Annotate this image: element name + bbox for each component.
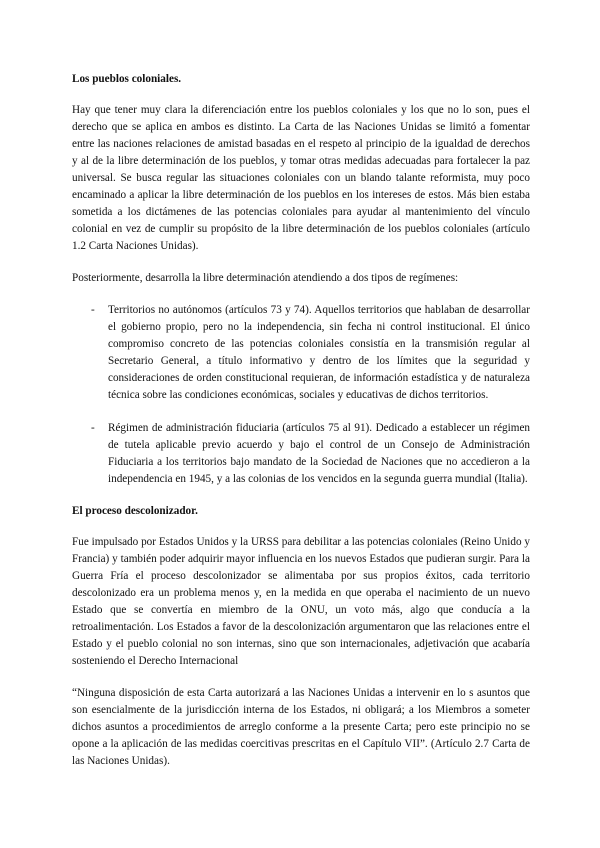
list-bullet: - <box>91 422 95 434</box>
paragraph-regimenes-intro: Posteriormente, desarrolla la libre determinación atendiendo a dos tipos de regímenes: <box>72 272 459 284</box>
section-heading-proceso-descolonizador: El proceso descolonizador. <box>72 505 198 517</box>
list-bullet: - <box>91 304 95 316</box>
paragraph-pueblos-coloniales: Hay que tener muy clara la diferenciación entre los pueblos coloniales y los que no lo son, pues el derecho que se aplica en ambos es distinto. La Carta de las Naciones Unidas se limitó a fomentar entre las naciones relaciones de amistad basadas en el respeto al principio de la igualdad de derechos y al de la libre determinación de los pueblos, y tomar otras medidas adecuadas para fortalecer la paz universal. Se busca regular las situaciones coloniales con un blando talante reformista, muy poco encaminado a aplicar la libre determinación de los pueblos en los intereses de estos. Más bien estaba sometida a los dictámenes de las potencias coloniales para ayudar al mantenimiento del vínculo colonial en vez de cumplir su propósito de la libre determinación de los pueblos coloniales (artículo 1.2 Carta Naciones Unidas). <box>72 104 530 252</box>
section-heading-pueblos-coloniales: Los pueblos coloniales. <box>72 73 182 85</box>
list-item-text: Régimen de administración fiduciaria (artículos 75 al 91). Dedicado a establecer un régimen de tutela aplicable previo acuerdo y bajo el control de un Consejo de Administración Fiduciaria a los territorios bajo mandato de la Sociedad de Naciones que no accedieron a la independencia en 1945, y a las colonias de los vencidos en la segunda guerra mundial (Italia). <box>108 422 530 485</box>
list-item-text: Territorios no autónomos (artículos 73 y 74). Aquellos territorios que hablaban de desarrollar el gobierno propio, pero no la independencia, sin fecha ni control institucional. El único compromiso concreto de las potencias coloniales consistía en la transmisión regular al Secretario General, a título informativo y dentro de los límites que la seguridad y consideraciones de orden constitucional requieran, de información estadística y de naturaleza técnica sobre las condiciones económicas, sociales y educativas de dichos territorios. <box>108 304 530 401</box>
regimes-list <box>72 302 530 488</box>
list-item <box>72 302 530 404</box>
quote-paragraph: “Ninguna disposición de esta Carta autorizará a las Naciones Unidas a intervenir en lo s asuntos que son esencialmente de la jurisdicción interna de los Estados, ni obligará; a los Miembros a someter dichos asuntos a procedimientos de arreglo conforme a la presente Carta; pero este principio no se opone a la aplicación de las medidas coercitivas prescritas en el Capítulo VII”. (Artículo 2.7 Carta de las Naciones Unidas). <box>72 687 530 767</box>
paragraph-proceso-descolonizador: Fue impulsado por Estados Unidos y la URSS para debilitar a las potencias coloniales (Reino Unido y Francia) y también poder adquirir mayor influencia en los nuevos Estados que pudieran surgir. Para la Guerra Fría el proceso descolonizador se alimentaba por sus propios éxitos, cada territorio descolonizado era un problema menos y, en la medida en que operaba el nacimiento de un nuevo Estado que se convertía en miembro de la ONU, un voto más, algo que conducía a la retroalimentación. Los Estados a favor de la descolonización argumentaron que las relaciones entre el Estado y el pueblo colonial no son internas, sino que son internacionales, adjetivación que acabaría sosteniendo el Derecho Internacional <box>72 536 530 667</box>
list-item <box>72 420 530 488</box>
